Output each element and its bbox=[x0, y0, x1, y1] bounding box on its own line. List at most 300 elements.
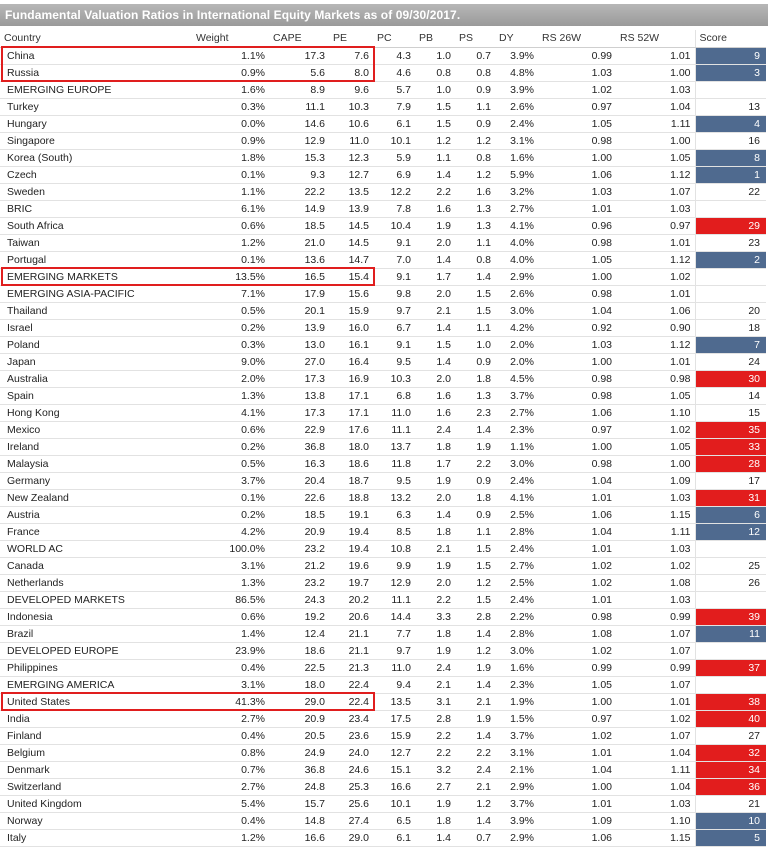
cell-rs52w: 1.11 bbox=[616, 523, 695, 540]
cell-score: 17 bbox=[695, 472, 766, 489]
table-row bbox=[0, 608, 766, 625]
cell-dy: 2.9% bbox=[495, 268, 538, 285]
cell-dy: 3.0% bbox=[495, 455, 538, 472]
cell-rs52w: 1.00 bbox=[616, 132, 695, 149]
cell-score: 35 bbox=[695, 421, 766, 438]
cell-pe: 16.1 bbox=[329, 336, 373, 353]
cell-rs52w: 1.12 bbox=[616, 336, 695, 353]
cell-ps: 1.8 bbox=[455, 370, 495, 387]
table-row bbox=[0, 404, 766, 421]
col-header-rs26w[interactable]: RS 26W bbox=[538, 30, 616, 47]
cell-rs52w: 1.02 bbox=[616, 268, 695, 285]
cell-country: Sweden bbox=[0, 183, 192, 200]
cell-pb: 2.0 bbox=[415, 370, 455, 387]
cell-rs52w: 1.05 bbox=[616, 438, 695, 455]
cell-cape: 20.5 bbox=[269, 727, 329, 744]
cell-weight: 0.9% bbox=[192, 132, 269, 149]
cell-ps: 1.1 bbox=[455, 523, 495, 540]
cell-rs52w: 1.02 bbox=[616, 557, 695, 574]
cell-rs26w: 1.01 bbox=[538, 489, 616, 506]
cell-pe: 20.2 bbox=[329, 591, 373, 608]
cell-country: Czech bbox=[0, 166, 192, 183]
cell-weight: 1.1% bbox=[192, 47, 269, 64]
cell-country: Austria bbox=[0, 506, 192, 523]
cell-score: 4 bbox=[695, 115, 766, 132]
cell-ps: 2.3 bbox=[455, 404, 495, 421]
cell-weight: 7.1% bbox=[192, 285, 269, 302]
cell-dy: 3.9% bbox=[495, 812, 538, 829]
cell-cape: 11.1 bbox=[269, 98, 329, 115]
table-row bbox=[0, 183, 766, 200]
table-row bbox=[0, 778, 766, 795]
cell-weight: 0.4% bbox=[192, 659, 269, 676]
cell-rs52w: 1.11 bbox=[616, 761, 695, 778]
cell-rs26w: 0.99 bbox=[538, 47, 616, 64]
cell-pe: 11.0 bbox=[329, 132, 373, 149]
cell-rs52w: 1.02 bbox=[616, 710, 695, 727]
cell-rs52w: 0.99 bbox=[616, 608, 695, 625]
table-row bbox=[0, 217, 766, 234]
cell-rs26w: 0.92 bbox=[538, 319, 616, 336]
cell-score bbox=[695, 81, 766, 98]
cell-rs26w: 1.03 bbox=[538, 336, 616, 353]
cell-cape: 14.9 bbox=[269, 200, 329, 217]
cell-weight: 1.2% bbox=[192, 829, 269, 846]
cell-cape: 20.1 bbox=[269, 302, 329, 319]
cell-weight: 3.1% bbox=[192, 676, 269, 693]
cell-pc: 11.8 bbox=[373, 455, 415, 472]
cell-weight: 1.3% bbox=[192, 574, 269, 591]
cell-pe: 25.3 bbox=[329, 778, 373, 795]
table-row bbox=[0, 319, 766, 336]
cell-ps: 1.0 bbox=[455, 336, 495, 353]
col-header-weight[interactable]: Weight bbox=[192, 30, 269, 47]
cell-country: Mexico bbox=[0, 421, 192, 438]
cell-cape: 17.3 bbox=[269, 47, 329, 64]
cell-pb: 1.9 bbox=[415, 642, 455, 659]
cell-country: Thailand bbox=[0, 302, 192, 319]
cell-cape: 24.9 bbox=[269, 744, 329, 761]
col-header-pe[interactable]: PE bbox=[329, 30, 373, 47]
table-row bbox=[0, 591, 766, 608]
cell-rs52w: 1.03 bbox=[616, 81, 695, 98]
cell-rs26w: 1.03 bbox=[538, 183, 616, 200]
cell-score bbox=[695, 285, 766, 302]
cell-rs26w: 1.01 bbox=[538, 591, 616, 608]
cell-pc: 6.7 bbox=[373, 319, 415, 336]
cell-rs52w: 1.08 bbox=[616, 574, 695, 591]
cell-ps: 0.7 bbox=[455, 829, 495, 846]
cell-pe: 12.3 bbox=[329, 149, 373, 166]
cell-rs26w: 0.98 bbox=[538, 608, 616, 625]
cell-weight: 41.3% bbox=[192, 693, 269, 710]
cell-score: 13 bbox=[695, 98, 766, 115]
cell-cape: 14.8 bbox=[269, 812, 329, 829]
cell-dy: 2.4% bbox=[495, 472, 538, 489]
cell-country: United States bbox=[0, 693, 192, 710]
cell-rs26w: 0.97 bbox=[538, 98, 616, 115]
cell-rs26w: 1.02 bbox=[538, 727, 616, 744]
cell-dy: 2.7% bbox=[495, 557, 538, 574]
cell-pe: 16.0 bbox=[329, 319, 373, 336]
cell-weight: 0.2% bbox=[192, 319, 269, 336]
cell-pe: 19.7 bbox=[329, 574, 373, 591]
cell-rs26w: 1.04 bbox=[538, 523, 616, 540]
cell-pe: 10.3 bbox=[329, 98, 373, 115]
cell-pc: 10.3 bbox=[373, 370, 415, 387]
cell-rs26w: 0.98 bbox=[538, 234, 616, 251]
cell-pb: 2.0 bbox=[415, 285, 455, 302]
cell-ps: 1.1 bbox=[455, 319, 495, 336]
cell-pe: 13.5 bbox=[329, 183, 373, 200]
cell-rs52w: 1.12 bbox=[616, 251, 695, 268]
cell-rs26w: 1.05 bbox=[538, 115, 616, 132]
cell-ps: 1.3 bbox=[455, 387, 495, 404]
cell-country: Australia bbox=[0, 370, 192, 387]
cell-rs26w: 1.06 bbox=[538, 404, 616, 421]
cell-pc: 15.1 bbox=[373, 761, 415, 778]
cell-rs26w: 1.02 bbox=[538, 642, 616, 659]
cell-weight: 0.5% bbox=[192, 455, 269, 472]
cell-dy: 2.8% bbox=[495, 523, 538, 540]
cell-score: 31 bbox=[695, 489, 766, 506]
cell-pe: 15.4 bbox=[329, 268, 373, 285]
cell-dy: 4.0% bbox=[495, 251, 538, 268]
cell-dy: 4.1% bbox=[495, 217, 538, 234]
cell-dy: 4.2% bbox=[495, 319, 538, 336]
cell-cape: 22.9 bbox=[269, 421, 329, 438]
cell-dy: 2.0% bbox=[495, 336, 538, 353]
cell-rs26w: 0.97 bbox=[538, 421, 616, 438]
cell-ps: 1.4 bbox=[455, 625, 495, 642]
cell-pc: 6.9 bbox=[373, 166, 415, 183]
cell-pc: 9.7 bbox=[373, 642, 415, 659]
table-row bbox=[0, 251, 766, 268]
cell-ps: 1.5 bbox=[455, 591, 495, 608]
cell-ps: 0.9 bbox=[455, 506, 495, 523]
cell-pe: 17.1 bbox=[329, 387, 373, 404]
cell-country: WORLD AC bbox=[0, 540, 192, 557]
cell-rs26w: 0.98 bbox=[538, 132, 616, 149]
table-row bbox=[0, 625, 766, 642]
cell-pe: 19.4 bbox=[329, 523, 373, 540]
cell-pb: 2.0 bbox=[415, 234, 455, 251]
cell-weight: 1.8% bbox=[192, 149, 269, 166]
cell-pc: 9.7 bbox=[373, 302, 415, 319]
cell-cape: 23.2 bbox=[269, 574, 329, 591]
cell-ps: 1.1 bbox=[455, 234, 495, 251]
cell-rs26w: 0.99 bbox=[538, 659, 616, 676]
cell-score bbox=[695, 540, 766, 557]
cell-ps: 0.9 bbox=[455, 81, 495, 98]
cell-ps: 1.9 bbox=[455, 710, 495, 727]
cell-country: Hong Kong bbox=[0, 404, 192, 421]
cell-score: 37 bbox=[695, 659, 766, 676]
col-header-rs52w[interactable]: RS 52W bbox=[616, 30, 695, 47]
cell-weight: 0.8% bbox=[192, 744, 269, 761]
cell-rs26w: 1.02 bbox=[538, 574, 616, 591]
col-header-pc[interactable]: PC bbox=[373, 30, 415, 47]
cell-pe: 17.1 bbox=[329, 404, 373, 421]
cell-dy: 1.6% bbox=[495, 149, 538, 166]
cell-cape: 9.3 bbox=[269, 166, 329, 183]
cell-country: India bbox=[0, 710, 192, 727]
cell-score: 26 bbox=[695, 574, 766, 591]
cell-ps: 1.1 bbox=[455, 98, 495, 115]
cell-pb: 1.6 bbox=[415, 200, 455, 217]
cell-rs52w: 1.10 bbox=[616, 812, 695, 829]
cell-pc: 9.1 bbox=[373, 268, 415, 285]
cell-weight: 0.5% bbox=[192, 302, 269, 319]
table-row bbox=[0, 642, 766, 659]
cell-pb: 2.4 bbox=[415, 421, 455, 438]
cell-rs52w: 1.07 bbox=[616, 642, 695, 659]
cell-weight: 0.7% bbox=[192, 761, 269, 778]
cell-country: New Zealand bbox=[0, 489, 192, 506]
cell-country: France bbox=[0, 523, 192, 540]
cell-pb: 1.2 bbox=[415, 132, 455, 149]
cell-ps: 1.4 bbox=[455, 676, 495, 693]
cell-pb: 1.7 bbox=[415, 455, 455, 472]
cell-country: Israel bbox=[0, 319, 192, 336]
cell-pb: 2.2 bbox=[415, 591, 455, 608]
cell-cape: 24.8 bbox=[269, 778, 329, 795]
cell-score: 40 bbox=[695, 710, 766, 727]
cell-rs52w: 1.07 bbox=[616, 625, 695, 642]
cell-rs52w: 1.02 bbox=[616, 421, 695, 438]
cell-pe: 15.6 bbox=[329, 285, 373, 302]
cell-weight: 0.6% bbox=[192, 608, 269, 625]
cell-weight: 2.0% bbox=[192, 370, 269, 387]
cell-score: 6 bbox=[695, 506, 766, 523]
cell-pc: 12.9 bbox=[373, 574, 415, 591]
cell-country: Denmark bbox=[0, 761, 192, 778]
cell-cape: 13.6 bbox=[269, 251, 329, 268]
cell-pb: 1.6 bbox=[415, 387, 455, 404]
cell-rs52w: 1.15 bbox=[616, 829, 695, 846]
cell-ps: 2.4 bbox=[455, 761, 495, 778]
cell-pc: 10.4 bbox=[373, 217, 415, 234]
table-row bbox=[0, 438, 766, 455]
cell-cape: 22.5 bbox=[269, 659, 329, 676]
cell-pe: 21.3 bbox=[329, 659, 373, 676]
cell-rs26w: 1.06 bbox=[538, 506, 616, 523]
cell-rs52w: 1.01 bbox=[616, 693, 695, 710]
cell-score: 39 bbox=[695, 608, 766, 625]
cell-rs52w: 1.04 bbox=[616, 98, 695, 115]
cell-cape: 22.6 bbox=[269, 489, 329, 506]
cell-pb: 1.9 bbox=[415, 472, 455, 489]
cell-weight: 0.1% bbox=[192, 251, 269, 268]
cell-weight: 100.0% bbox=[192, 540, 269, 557]
cell-rs52w: 1.01 bbox=[616, 285, 695, 302]
cell-pb: 1.8 bbox=[415, 625, 455, 642]
cell-pc: 10.8 bbox=[373, 540, 415, 557]
cell-score: 24 bbox=[695, 353, 766, 370]
cell-pc: 8.5 bbox=[373, 523, 415, 540]
table-row bbox=[0, 353, 766, 370]
table-body bbox=[0, 47, 766, 846]
cell-rs52w: 1.07 bbox=[616, 183, 695, 200]
cell-cape: 23.2 bbox=[269, 540, 329, 557]
cell-pb: 1.9 bbox=[415, 557, 455, 574]
table-row bbox=[0, 829, 766, 846]
table-row bbox=[0, 268, 766, 285]
cell-cape: 24.3 bbox=[269, 591, 329, 608]
cell-pb: 1.8 bbox=[415, 438, 455, 455]
cell-dy: 3.0% bbox=[495, 642, 538, 659]
cell-pb: 2.0 bbox=[415, 574, 455, 591]
cell-ps: 0.9 bbox=[455, 472, 495, 489]
col-header-score[interactable]: Score bbox=[695, 30, 766, 47]
cell-pe: 16.9 bbox=[329, 370, 373, 387]
col-header-country[interactable]: Country bbox=[0, 30, 192, 47]
cell-country: Japan bbox=[0, 353, 192, 370]
col-header-dy[interactable]: DY bbox=[495, 30, 538, 47]
cell-ps: 1.3 bbox=[455, 200, 495, 217]
cell-pc: 13.7 bbox=[373, 438, 415, 455]
cell-rs52w: 1.01 bbox=[616, 47, 695, 64]
cell-pb: 1.4 bbox=[415, 829, 455, 846]
table-title: Fundamental Valuation Ratios in International Equity Markets as of 09/30/2017. bbox=[0, 4, 768, 26]
cell-weight: 1.3% bbox=[192, 387, 269, 404]
cell-dy: 2.3% bbox=[495, 421, 538, 438]
cell-score: 33 bbox=[695, 438, 766, 455]
cell-dy: 2.8% bbox=[495, 625, 538, 642]
cell-weight: 23.9% bbox=[192, 642, 269, 659]
cell-dy: 1.6% bbox=[495, 659, 538, 676]
cell-ps: 2.2 bbox=[455, 455, 495, 472]
cell-country: Indonesia bbox=[0, 608, 192, 625]
cell-weight: 3.7% bbox=[192, 472, 269, 489]
cell-cape: 17.3 bbox=[269, 404, 329, 421]
cell-cape: 17.3 bbox=[269, 370, 329, 387]
cell-pb: 2.8 bbox=[415, 710, 455, 727]
cell-ps: 1.3 bbox=[455, 217, 495, 234]
cell-cape: 16.3 bbox=[269, 455, 329, 472]
col-header-ps[interactable]: PS bbox=[455, 30, 495, 47]
cell-pe: 16.4 bbox=[329, 353, 373, 370]
cell-ps: 1.6 bbox=[455, 183, 495, 200]
cell-country: EMERGING ASIA-PACIFIC bbox=[0, 285, 192, 302]
col-header-pb[interactable]: PB bbox=[415, 30, 455, 47]
cell-rs52w: 1.07 bbox=[616, 727, 695, 744]
cell-pc: 13.5 bbox=[373, 693, 415, 710]
cell-score: 34 bbox=[695, 761, 766, 778]
cell-rs26w: 0.96 bbox=[538, 217, 616, 234]
cell-rs52w: 0.98 bbox=[616, 370, 695, 387]
cell-pe: 19.1 bbox=[329, 506, 373, 523]
cell-pe: 12.7 bbox=[329, 166, 373, 183]
cell-rs26w: 1.05 bbox=[538, 676, 616, 693]
table-row bbox=[0, 659, 766, 676]
cell-cape: 18.6 bbox=[269, 642, 329, 659]
cell-rs52w: 1.07 bbox=[616, 676, 695, 693]
cell-pe: 19.6 bbox=[329, 557, 373, 574]
cell-pc: 6.1 bbox=[373, 829, 415, 846]
cell-pe: 27.4 bbox=[329, 812, 373, 829]
cell-country: BRIC bbox=[0, 200, 192, 217]
cell-pc: 5.9 bbox=[373, 149, 415, 166]
cell-weight: 5.4% bbox=[192, 795, 269, 812]
cell-cape: 36.8 bbox=[269, 438, 329, 455]
cell-country: DEVELOPED EUROPE bbox=[0, 642, 192, 659]
table-row bbox=[0, 574, 766, 591]
cell-pe: 29.0 bbox=[329, 829, 373, 846]
cell-pb: 1.8 bbox=[415, 523, 455, 540]
table-row bbox=[0, 557, 766, 574]
cell-dy: 3.7% bbox=[495, 727, 538, 744]
cell-dy: 2.6% bbox=[495, 285, 538, 302]
cell-pb: 2.2 bbox=[415, 744, 455, 761]
cell-pc: 16.6 bbox=[373, 778, 415, 795]
cell-country: Poland bbox=[0, 336, 192, 353]
cell-ps: 0.8 bbox=[455, 64, 495, 81]
cell-dy: 2.5% bbox=[495, 574, 538, 591]
table-row bbox=[0, 421, 766, 438]
col-header-cape[interactable]: CAPE bbox=[269, 30, 329, 47]
cell-pc: 12.2 bbox=[373, 183, 415, 200]
cell-score: 23 bbox=[695, 234, 766, 251]
cell-weight: 1.6% bbox=[192, 81, 269, 98]
cell-pe: 21.1 bbox=[329, 642, 373, 659]
cell-pc: 4.6 bbox=[373, 64, 415, 81]
cell-rs26w: 1.01 bbox=[538, 540, 616, 557]
cell-rs52w: 0.99 bbox=[616, 659, 695, 676]
cell-rs52w: 1.05 bbox=[616, 387, 695, 404]
cell-pc: 11.1 bbox=[373, 591, 415, 608]
cell-dy: 1.5% bbox=[495, 710, 538, 727]
cell-country: Italy bbox=[0, 829, 192, 846]
cell-weight: 86.5% bbox=[192, 591, 269, 608]
cell-ps: 2.2 bbox=[455, 744, 495, 761]
cell-ps: 1.2 bbox=[455, 795, 495, 812]
cell-score: 3 bbox=[695, 64, 766, 81]
table-row bbox=[0, 336, 766, 353]
cell-cape: 21.2 bbox=[269, 557, 329, 574]
cell-weight: 2.7% bbox=[192, 710, 269, 727]
cell-rs52w: 1.03 bbox=[616, 591, 695, 608]
cell-dy: 5.9% bbox=[495, 166, 538, 183]
cell-rs52w: 1.03 bbox=[616, 540, 695, 557]
cell-score: 21 bbox=[695, 795, 766, 812]
cell-pc: 11.0 bbox=[373, 659, 415, 676]
cell-rs26w: 1.04 bbox=[538, 761, 616, 778]
table-row bbox=[0, 523, 766, 540]
cell-weight: 6.1% bbox=[192, 200, 269, 217]
table-row bbox=[0, 506, 766, 523]
cell-pb: 2.1 bbox=[415, 540, 455, 557]
cell-ps: 1.2 bbox=[455, 574, 495, 591]
cell-pb: 1.4 bbox=[415, 353, 455, 370]
table-row bbox=[0, 234, 766, 251]
cell-rs52w: 0.97 bbox=[616, 217, 695, 234]
cell-cape: 12.4 bbox=[269, 625, 329, 642]
cell-score bbox=[695, 591, 766, 608]
cell-cape: 36.8 bbox=[269, 761, 329, 778]
cell-country: DEVELOPED MARKETS bbox=[0, 591, 192, 608]
cell-score: 27 bbox=[695, 727, 766, 744]
cell-weight: 0.4% bbox=[192, 727, 269, 744]
cell-pe: 18.8 bbox=[329, 489, 373, 506]
cell-cape: 13.8 bbox=[269, 387, 329, 404]
cell-dy: 2.3% bbox=[495, 676, 538, 693]
cell-score bbox=[695, 642, 766, 659]
cell-cape: 8.9 bbox=[269, 81, 329, 98]
cell-weight: 1.1% bbox=[192, 183, 269, 200]
cell-pb: 1.5 bbox=[415, 336, 455, 353]
cell-pb: 1.4 bbox=[415, 251, 455, 268]
